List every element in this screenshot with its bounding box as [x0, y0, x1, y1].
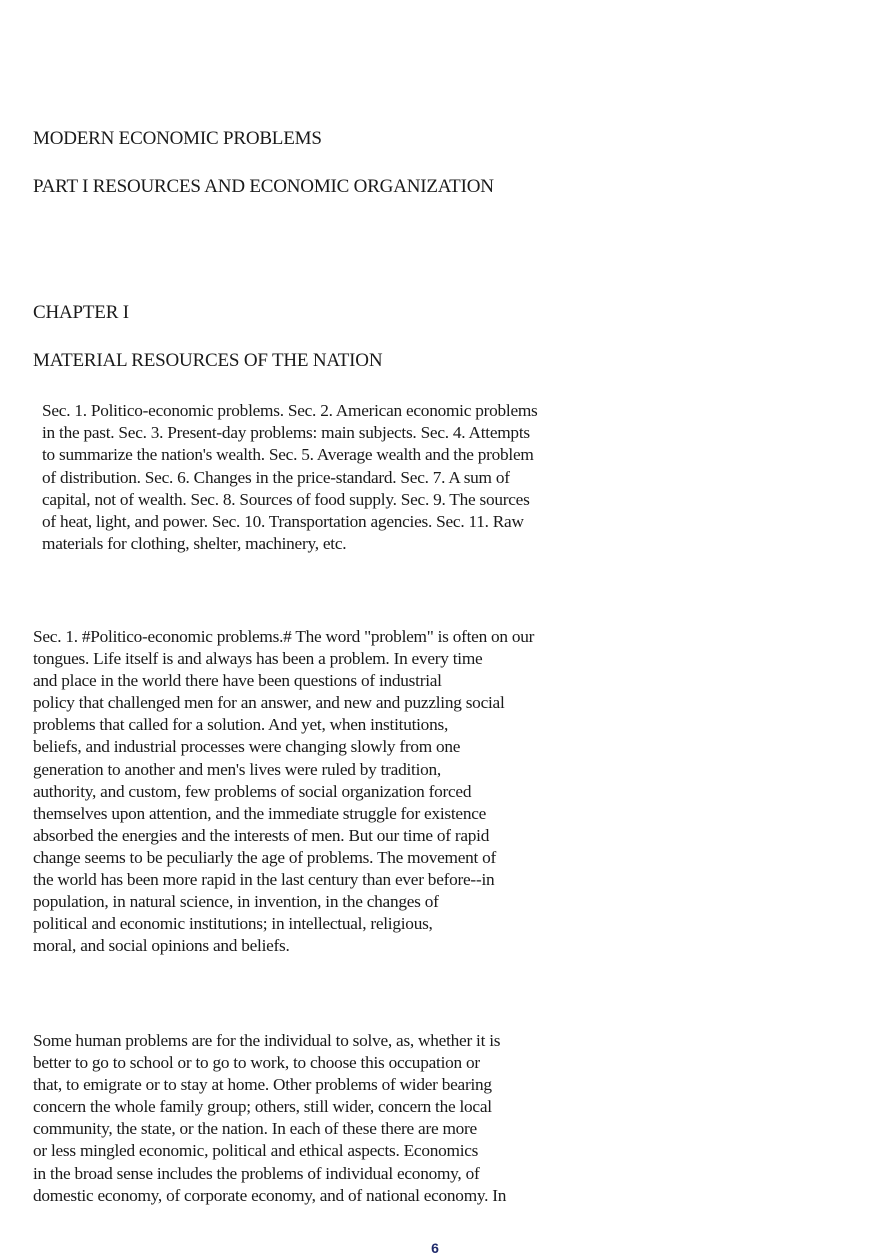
paragraph-line: community, the state, or the nation. In each of these there are more	[33, 1119, 477, 1139]
paragraph-line: or less mingled economic, political and ethical aspects. Economics	[33, 1141, 479, 1161]
summary-line: in the past. Sec. 3. Present-day problems: main subjects. Sec. 4. Attempts	[42, 423, 530, 443]
chapter-title: MATERIAL RESOURCES OF THE NATION	[33, 350, 383, 371]
summary-line: to summarize the nation's wealth. Sec. 5. Average wealth and the problem	[42, 445, 534, 465]
paragraph-line: population, in natural science, in invention, in the changes of	[33, 892, 439, 912]
paragraph-line: better to go to school or to go to work, to choose this occupation or	[33, 1053, 480, 1073]
paragraph-line: absorbed the energies and the interests of men. But our time of rapid	[33, 825, 490, 845]
paragraph-line: tongues. Life itself is and always has been a problem. In every time	[33, 649, 483, 669]
paragraph-line: problems that called for a solution. And yet, when institutions,	[33, 715, 449, 735]
body-paragraph-2	[33, 1030, 633, 1207]
summary-line: of heat, light, and power. Sec. 10. Transportation agencies. Sec. 11. Raw	[42, 512, 524, 532]
paragraph-line: that, to emigrate or to stay at home. Other problems of wider bearing	[33, 1075, 492, 1095]
paragraph-line: generation to another and men's lives were ruled by tradition,	[33, 759, 441, 779]
summary-line: materials for clothing, shelter, machinery, etc.	[42, 534, 347, 554]
chapter-label: CHAPTER I	[33, 302, 129, 323]
paragraph-line: domestic economy, of corporate economy, and of national economy. In	[33, 1185, 507, 1205]
paragraph-line: change seems to be peculiarly the age of problems. The movement of	[33, 847, 497, 867]
paragraph-line: concern the whole family group; others, still wider, concern the local	[33, 1097, 492, 1117]
chapter-summary	[42, 400, 642, 555]
page-number: 6	[431, 1240, 439, 1256]
paragraph-line: Sec. 1. #Politico-economic problems.# The word "problem" is often on our	[33, 627, 535, 646]
paragraph-line: authority, and custom, few problems of social organization forced	[33, 781, 472, 801]
summary-line: capital, not of wealth. Sec. 8. Sources of food supply. Sec. 9. The sources	[42, 489, 530, 509]
paragraph-line: policy that challenged men for an answer, and new and puzzling social	[33, 693, 505, 713]
paragraph-line: beliefs, and industrial processes were changing slowly from one	[33, 737, 461, 757]
paragraph-line: Some human problems are for the individual to solve, as, whether it is	[33, 1031, 501, 1050]
paragraph-line: the world has been more rapid in the last century than ever before--in	[33, 870, 495, 890]
paragraph-line: and place in the world there have been questions of industrial	[33, 671, 442, 691]
paragraph-line: political and economic institutions; in intellectual, religious,	[33, 914, 433, 934]
paragraph-line: in the broad sense includes the problems of individual economy, of	[33, 1163, 480, 1183]
paragraph-line: themselves upon attention, and the immediate struggle for existence	[33, 803, 487, 823]
book-title: MODERN ECONOMIC PROBLEMS	[33, 128, 322, 149]
paragraph-line: moral, and social opinions and beliefs.	[33, 936, 290, 956]
part-title: PART I RESOURCES AND ECONOMIC ORGANIZATION	[33, 176, 494, 197]
summary-line: of distribution. Sec. 6. Changes in the price-standard. Sec. 7. A sum of	[42, 467, 510, 487]
body-paragraph-1	[33, 626, 633, 957]
summary-line: Sec. 1. Politico-economic problems. Sec. 2. American economic problems	[42, 401, 538, 420]
